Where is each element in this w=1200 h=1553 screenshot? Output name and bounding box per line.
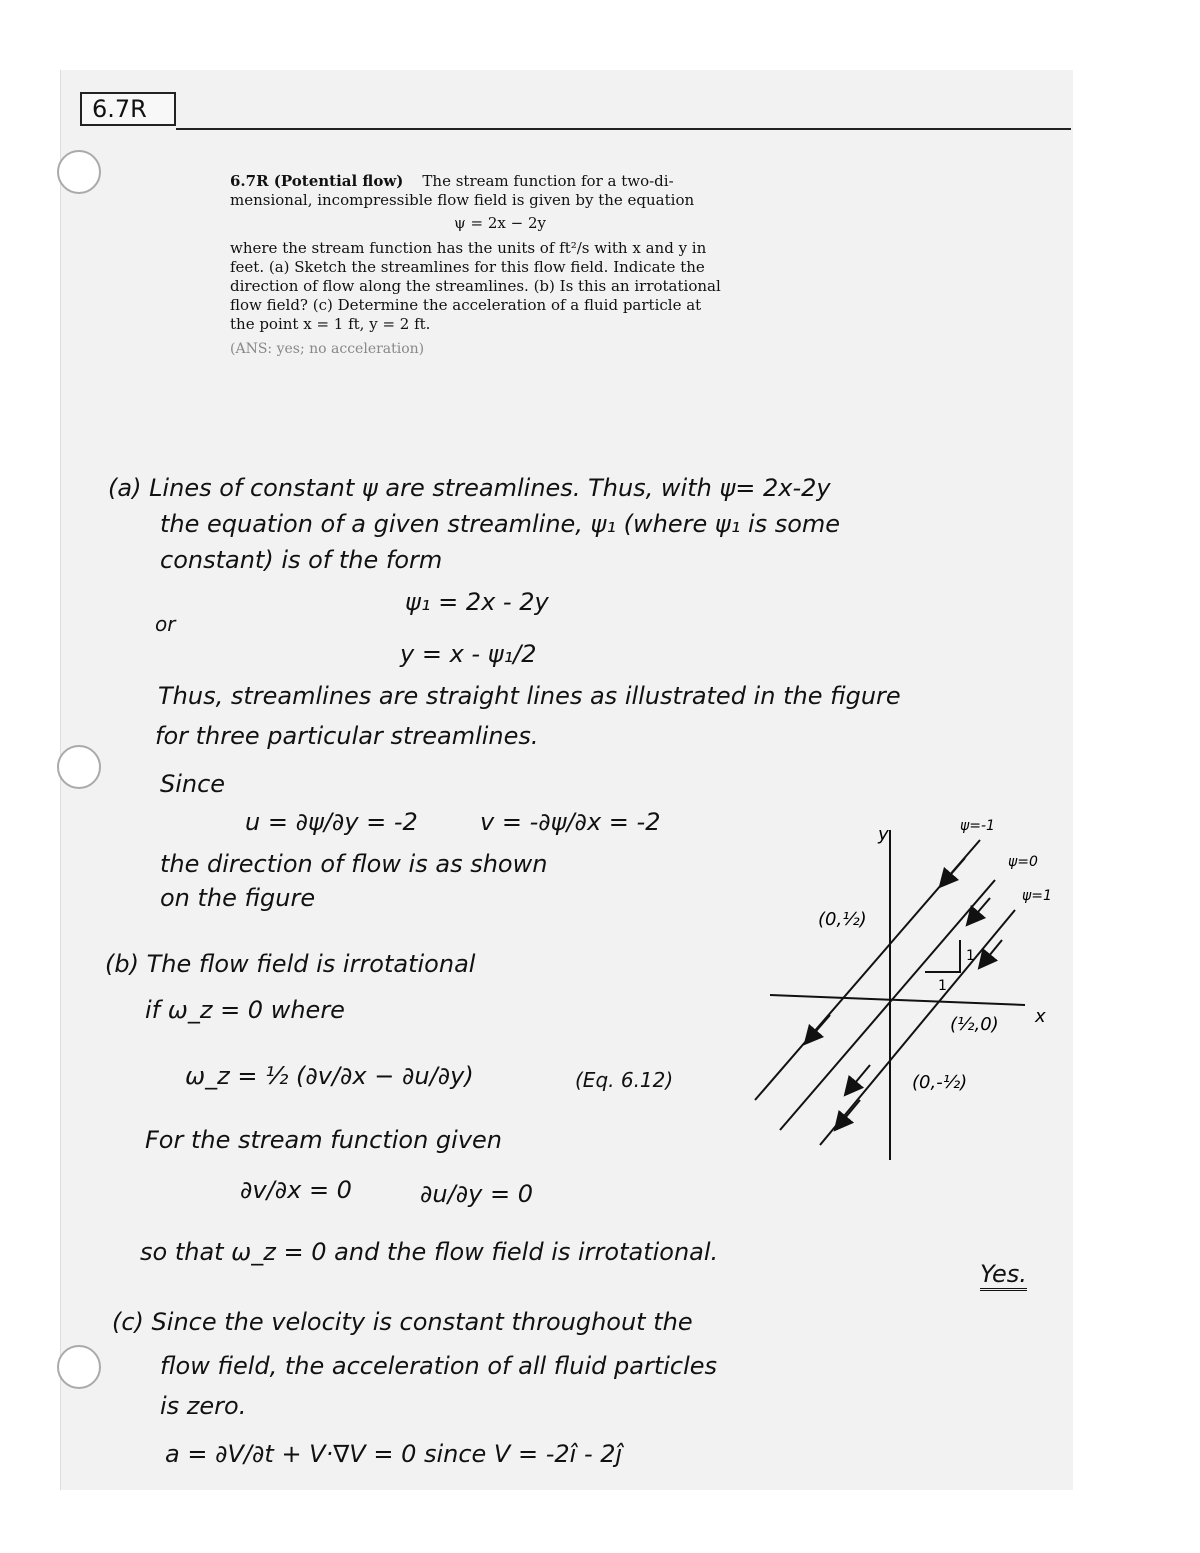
slope-vertical-label: 1 xyxy=(966,948,975,964)
flow-arrow xyxy=(945,858,965,881)
equation-reference: (Eq. 6.12) xyxy=(575,1068,674,1092)
point-label-bottom: (0,-½) xyxy=(912,1072,968,1093)
solution-line: the equation of a given streamline, ψ₁ (where ψ₁ is some xyxy=(160,510,841,538)
y-axis-label: y xyxy=(878,824,889,845)
header-rule xyxy=(176,128,1071,130)
derivative-dudy: ∂u/∂y = 0 xyxy=(420,1180,533,1208)
solution-line: if ω_z = 0 where xyxy=(145,996,345,1024)
problem-equation: ψ = 2x − 2y xyxy=(454,214,546,232)
solution-line: For the stream function given xyxy=(145,1126,503,1154)
streamline-figure xyxy=(750,800,1070,1180)
solution-line: for three particular streamlines. xyxy=(155,722,539,750)
solution-line: (a) Lines of constant ψ are streamlines. Thus, with ψ= 2x-2y xyxy=(108,474,831,502)
solution-text: or xyxy=(155,612,176,636)
solution-equation: y = x - ψ₁/2 xyxy=(400,640,537,668)
velocity-v: v = -∂ψ/∂x = -2 xyxy=(480,808,661,836)
flow-arrow xyxy=(810,1015,830,1038)
x-axis-line xyxy=(770,995,1025,1005)
solution-line: on the figure xyxy=(160,884,316,912)
velocity-u: u = ∂ψ/∂y = -2 xyxy=(245,808,418,836)
x-axis-label: x xyxy=(1035,1006,1046,1027)
solution-line: is zero. xyxy=(160,1392,247,1420)
flow-arrow xyxy=(972,898,990,919)
punch-hole xyxy=(57,150,101,194)
problem-line: The stream function for a two-di- xyxy=(422,172,674,190)
problem-line: where the stream function has the units of ft²/s with x and y in xyxy=(230,239,707,257)
solution-text: Since xyxy=(160,770,226,798)
solution-line: constant) is of the form xyxy=(160,546,443,574)
point-label-top: (0,½) xyxy=(818,909,867,930)
flow-arrow xyxy=(840,1100,860,1124)
solution-line: the direction of flow is as shown xyxy=(160,850,548,878)
problem-line: direction of flow along the streamlines. (b) Is this an irrotational xyxy=(230,277,721,295)
derivative-dvdx: ∂v/∂x = 0 xyxy=(240,1176,352,1204)
slope-horizontal-label: 1 xyxy=(938,978,947,994)
problem-statement xyxy=(230,172,730,359)
label-psi-1: ψ=1 xyxy=(1022,888,1052,904)
problem-line: flow field? (c) Determine the acceleration of a fluid particle at xyxy=(230,296,702,314)
point-label-right: (½,0) xyxy=(950,1014,999,1035)
label-psi-minus1: ψ=-1 xyxy=(960,818,995,834)
punch-hole xyxy=(57,745,101,789)
solution-line: (b) The flow field is irrotational xyxy=(105,950,476,978)
label-psi-0: ψ=0 xyxy=(1008,854,1038,870)
punch-hole xyxy=(57,1345,101,1389)
solution-line: Thus, streamlines are straight lines as illustrated in the figure xyxy=(158,682,901,710)
solution-equation: ψ₁ = 2x - 2y xyxy=(405,588,549,616)
problem-line: mensional, incompressible flow field is given by the equation xyxy=(230,191,695,209)
problem-number: 6.7R xyxy=(80,92,176,126)
problem-answer: (ANS: yes; no acceleration) xyxy=(230,341,425,357)
answer-yes: Yes. xyxy=(980,1260,1027,1291)
solution-line: flow field, the acceleration of all fluid particles xyxy=(160,1352,718,1380)
problem-line: feet. (a) Sketch the streamlines for this flow field. Indicate the xyxy=(230,258,705,276)
streamline-sketch xyxy=(750,800,1070,1180)
solution-line: (c) Since the velocity is constant throughout the xyxy=(112,1308,693,1336)
flow-arrow xyxy=(850,1065,870,1089)
problem-title: 6.7R (Potential flow) xyxy=(230,172,404,190)
vorticity-equation: ω_z = ½ (∂v/∂x − ∂u/∂y) xyxy=(185,1062,474,1090)
acceleration-equation: a = ∂V/∂t + V·∇V = 0 since V = -2î - 2ĵ xyxy=(165,1440,623,1468)
solution-line: so that ω_z = 0 and the flow field is irrotational. xyxy=(140,1238,719,1266)
problem-line: the point x = 1 ft, y = 2 ft. xyxy=(230,315,431,333)
